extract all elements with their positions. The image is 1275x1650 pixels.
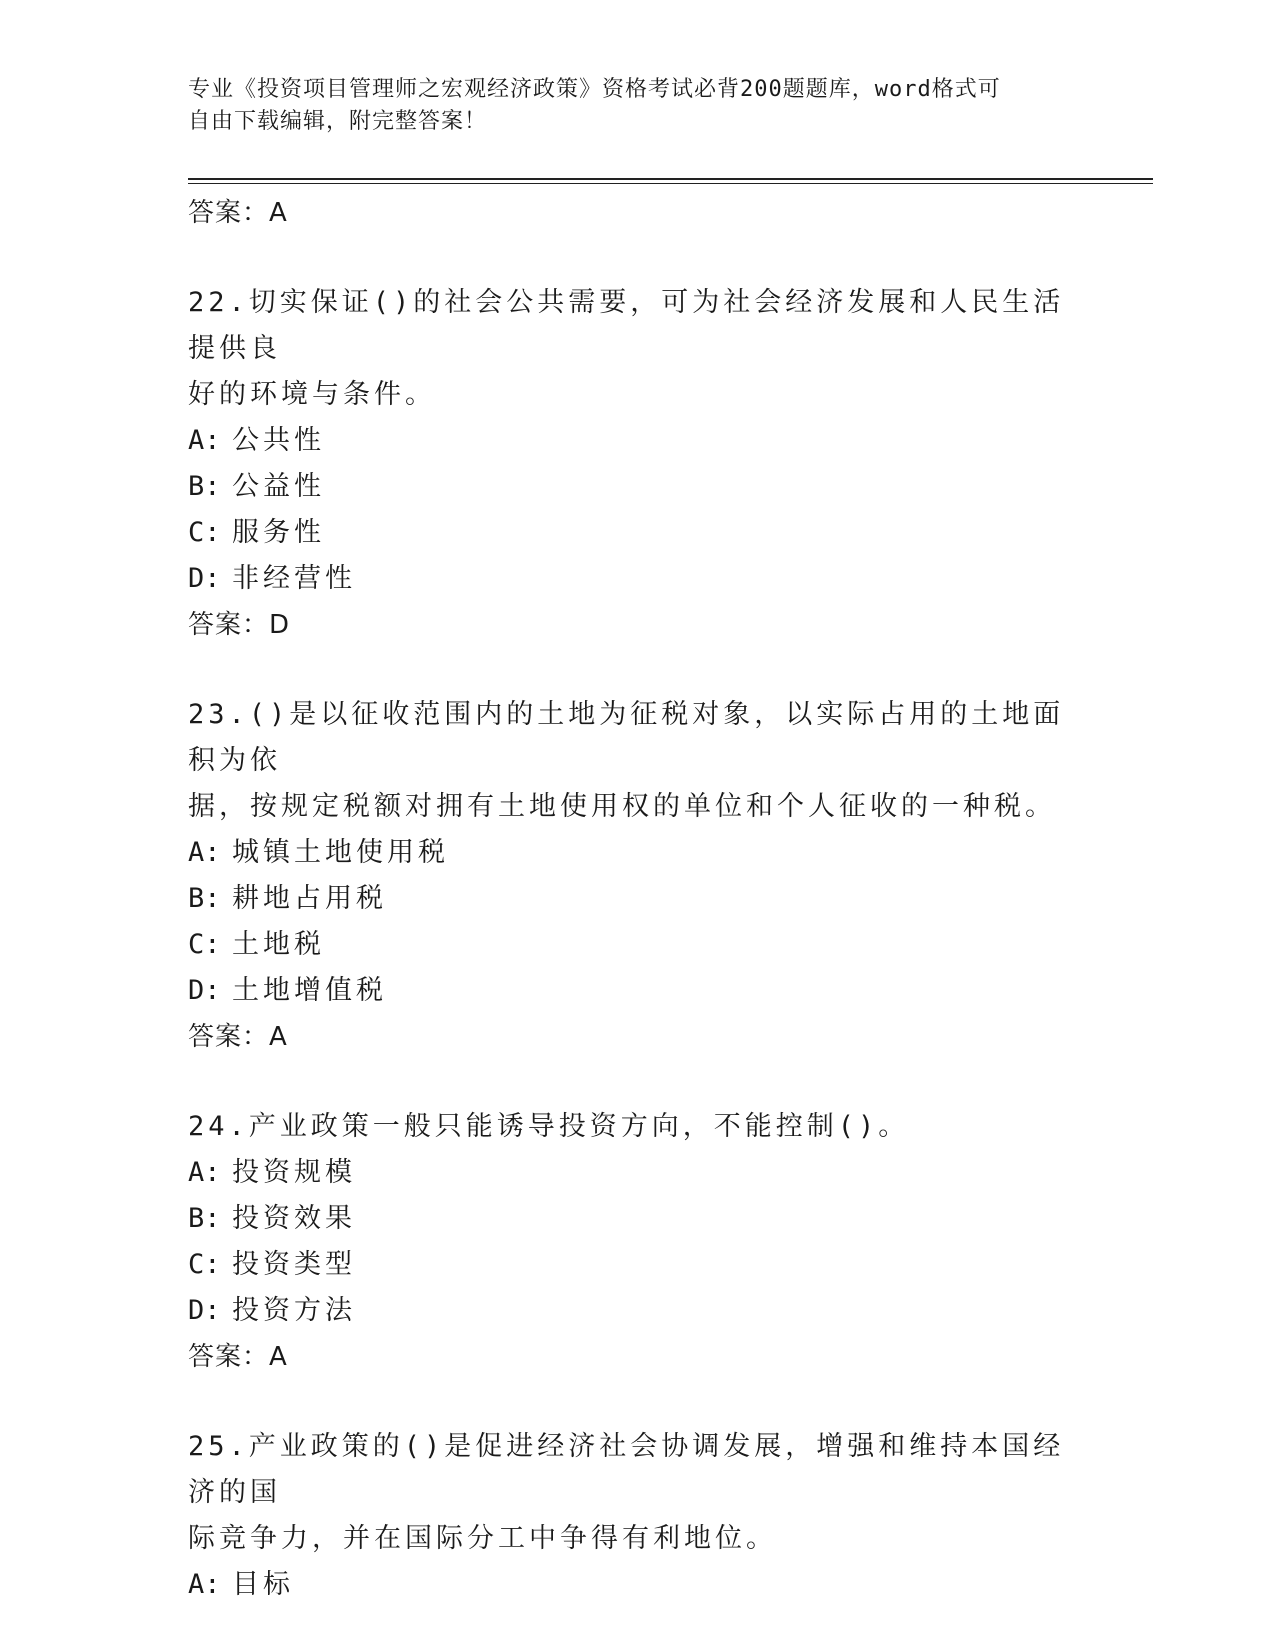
option-text: 公共性: [232, 425, 325, 456]
question-stem-line: 22.切实保证()的社会公共需要，可为社会经济发展和人民生活提供良: [188, 287, 1065, 364]
header-line-2: 自由下载编辑，附完整答案！: [188, 109, 488, 134]
option-d: [188, 968, 1088, 1014]
option-text: 投资方法: [232, 1295, 356, 1326]
option-a: [188, 418, 1088, 464]
question-stem-line: 25.产业政策的()是促进经济社会协调发展，增强和维持本国经济的国: [188, 1431, 1065, 1508]
option-c: [188, 1242, 1088, 1288]
option-text: 目标: [232, 1569, 294, 1600]
answer-line: [188, 1014, 1088, 1060]
option-key: C:: [188, 1249, 221, 1280]
option-d: [188, 556, 1088, 602]
header-rule-thin: [188, 183, 1153, 184]
answer-value: D: [269, 610, 291, 640]
option-text: 投资效果: [232, 1203, 356, 1234]
option-c: [188, 510, 1088, 556]
option-a: [188, 830, 1088, 876]
option-a: [188, 1150, 1088, 1196]
header-line-1: 专业《投资项目管理师之宏观经济政策》资格考试必背200题题库，word格式可: [188, 77, 1001, 102]
question-item: [188, 692, 1088, 1060]
option-key: D:: [188, 1295, 221, 1326]
option-key: A:: [188, 425, 221, 456]
option-key: B:: [188, 883, 221, 914]
answer-label: 答案：: [188, 1022, 270, 1052]
answer-line: [188, 190, 1088, 236]
option-key: A:: [188, 837, 221, 868]
option-b: [188, 464, 1088, 510]
question-stem-line: 23.()是以征收范围内的土地为征税对象，以实际占用的土地面积为依: [188, 699, 1065, 776]
question-stem-line: 际竞争力，并在国际分工中争得有利地位。: [188, 1523, 777, 1554]
header-rule-thick: [188, 178, 1153, 180]
option-key: C:: [188, 929, 221, 960]
question-stem-line: 24.产业政策一般只能诱导投资方向，不能控制()。: [188, 1111, 910, 1142]
answer-label: 答案：: [188, 198, 270, 228]
option-key: C:: [188, 517, 221, 548]
answer-value: A: [269, 198, 288, 228]
option-key: B:: [188, 1203, 221, 1234]
question-list: [188, 190, 1088, 1608]
option-key: D:: [188, 563, 221, 594]
answer-value: A: [269, 1022, 288, 1052]
question-stem-line: 据，按规定税额对拥有土地使用权的单位和个人征收的一种税。: [188, 791, 1056, 822]
question-item: [188, 280, 1088, 648]
document-header: [188, 74, 1068, 138]
answer-line: [188, 1334, 1088, 1380]
answer-line: [188, 602, 1088, 648]
option-key: D:: [188, 975, 221, 1006]
option-d: [188, 1288, 1088, 1334]
answer-label: 答案：: [188, 1342, 270, 1372]
option-b: [188, 876, 1088, 922]
question-item: [188, 1424, 1088, 1608]
option-c: [188, 922, 1088, 968]
option-key: A:: [188, 1569, 221, 1600]
option-text: 服务性: [232, 517, 325, 548]
option-text: 耕地占用税: [232, 883, 387, 914]
question-item: [188, 1104, 1088, 1380]
answer-label: 答案：: [188, 610, 270, 640]
option-text: 投资类型: [232, 1249, 356, 1280]
question-stem-line: 好的环境与条件。: [188, 379, 436, 410]
option-text: 公益性: [232, 471, 325, 502]
option-a: [188, 1562, 1088, 1608]
option-b: [188, 1196, 1088, 1242]
option-key: B:: [188, 471, 221, 502]
option-text: 土地增值税: [232, 975, 387, 1006]
option-text: 土地税: [232, 929, 325, 960]
option-text: 城镇土地使用税: [232, 837, 449, 868]
option-text: 非经营性: [232, 563, 356, 594]
option-text: 投资规模: [232, 1157, 356, 1188]
option-key: A:: [188, 1157, 221, 1188]
answer-value: A: [269, 1342, 288, 1372]
